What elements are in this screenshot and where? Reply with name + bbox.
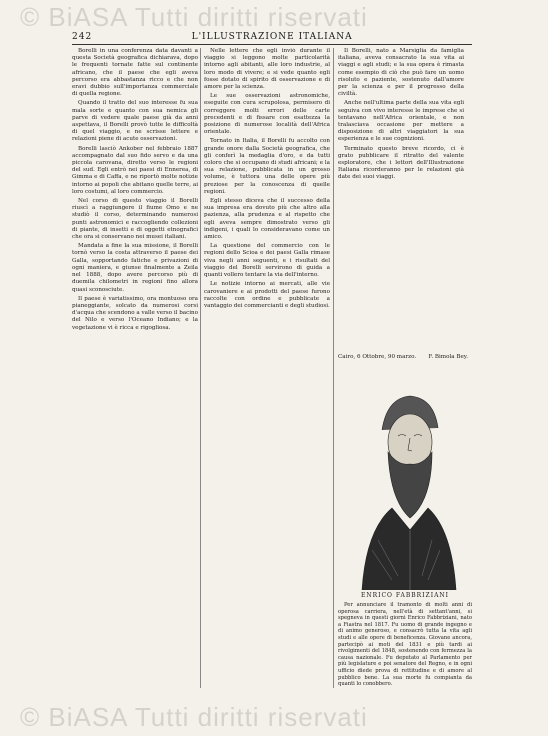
column-divider — [333, 48, 334, 688]
paragraph: Quando il tratto del suo interesse fu sua mala sorte e quanto con sua nemica gli parve di vedere quale paese già da anni aspettava, il Borelli provò tutte le difficoltà di quel viaggio, e ne scrisse lettere e relazioni piene di acute osservazioni. — [72, 100, 198, 143]
paragraph: Il paese è variatissimo, ora montuoso ora pianeggiante, solcato da numerosi corsi d'acqua che scendono a valle verso il bacino del Nilo e verso l'Oceano Indiano; e la vegetazione vi è ricca e rigogliosa. — [72, 295, 198, 331]
paragraph: Le notizie intorno ai mercati, alle vie carovaniere e ai prodotti del paese furono raccolte con ordine e pubblicate a vantaggio dei commercianti e degli studiosi. — [204, 281, 330, 309]
article-signature — [338, 354, 468, 360]
signature-author: F. Bimola Bey. — [428, 354, 468, 360]
watermark-top: © BiASA Tutti diritti riservati — [20, 2, 368, 32]
paragraph: Anche nell'ultima parte della sua vita egli seguiva con vivo interesse le imprese che si tentavano nell'Africa orientale, e non tralasciava occasione per mettere a disposizione di altri viaggiatori la sua esperienza e le sue cognizioni. — [338, 100, 464, 143]
publication-title: L'ILLUSTRAZIONE ITALIANA — [191, 32, 353, 42]
paragraph: Mandata a fine la sua missione, il Borelli tornò verso la costa attraverso il paese dei Galla, sopportando fatiche e privazioni di ogni maniera, e giunse finalmente a Zeila nel 1888, dopo avere percorso più di duemila chilometri in regioni fino allora quasi sconosciute. — [72, 243, 198, 293]
paragraph: Egli stesso diceva che il successo della sua impresa era dovuto più che altro alla pazienza, alla prudenza e al rispetto che egli aveva sempre dimostrato verso gli indigeni, i quali lo consideravano come un amico. — [204, 198, 330, 241]
signature-place: Cairo, 6 Ottobre, 90 marzo. — [338, 354, 417, 360]
paragraph: Borelli lasciò Ankober nel febbraio 1887 accompagnato dal suo fido servo e da una piccola carovana, diretto verso le regioni del sud. Egli entrò nei paesi di Ennerea, di Gimma e di Caffa, e ne riportò molte notizie intorno ai popoli che abitano quelle terre, ai loro costumi, al loro commercio. — [72, 145, 198, 195]
obituary-note — [338, 602, 472, 712]
paragraph: La questione del commercio con le regioni dello Scioa e dei paesi Galla rimase viva negli anni seguenti, e i risultati del viaggio del Borelli servirono di guida a quanti vollero tentare la via dell'interno. — [204, 243, 330, 279]
paragraph: Borelli in una conferenza data davanti a questa Società geografica dichiarava, dopo le frequenti tornate fatte sul continente africano, che il paese che egli aveva percorso era abbastanza ricco e che non eravi dubbio sull'importanza commerciale di quella regione. — [72, 48, 198, 98]
column-divider — [200, 48, 201, 688]
header-rule — [72, 44, 472, 45]
paragraph: Per annunciare il tramonto di molti anni di operosa carriera, nell'età di settant'anni, si spegneva in questi giorni Enrico Fabbriziani, nato a Fiastra nel 1817. Fu uomo di grande ingegno e di animo generoso, e consacrò tutta la vita agli studi e alle opere di beneficenza. Giovane ancora, partecipò ai moti del 1831 e più tardi ai rivolgimenti del 1848, sostenendo con fermezza la causa nazionale. Fu deputato al Parlamento per più legislature e poi senatore del Regno, e in ogni ufficio diede prova di rettitudine e di amore al pubblico bene. La sua morte fu compianta da quanti lo conobbero. — [338, 602, 472, 688]
watermark-bottom: © BiASA Tutti diritti riservati — [20, 702, 368, 732]
paragraph: Le sue osservazioni astronomiche, eseguite con cura scrupolosa, permisero di correggere molti errori delle carte precedenti e di fissare con esattezza la posizione di numerose località dell'Africa orientale. — [204, 93, 330, 136]
portrait-engraving — [352, 380, 462, 590]
paragraph: Nel corso di questo viaggio il Borelli riuscì a raggiungere il fiume Omo e ne studiò il corso, determinando numerosi punti astronomici e raccogliendo collezioni di piante, di insetti e di oggetti etnografici che ora si conservano nei musei italiani. — [72, 198, 198, 241]
portrait-caption: ENRICO FABBRIZIANI — [360, 592, 450, 599]
paragraph: Il Borelli, nato a Marsiglia da famiglia italiana, aveva consacrato la sua vita ai viaggi e agli studi; e la sua opera è rimasta come esempio di ciò che può fare un uomo risoluto e paziente, sostenuto dall'amore per la scienza e per il progresso della civiltà. — [338, 48, 464, 98]
paragraph: Tornato in Italia, il Borelli fu accolto con grande onore dalla Società geografica, che gli conferì la medaglia d'oro, e da tutti coloro che si occupano di studi africani; e la sua relazione, pubblicata in un grosso volume, è tuttora una delle opere più preziose per la conoscenza di quelle regioni. — [204, 138, 330, 195]
page-number: 242 — [72, 32, 93, 42]
article-column-1 — [72, 48, 198, 688]
paragraph: Terminato questo breve ricordo, ci è grato pubblicare il ritratto del valente esploratore, che i lettori dell'Illustrazione Italiana ricorderanno per le relazioni già date dei suoi viaggi. — [338, 145, 464, 181]
paragraph: Nelle lettere che egli inviò durante il viaggio si leggono molte particolarità intorno agli abitanti, alle loro industrie, al loro modo di vivere; e si vede quanto egli fosse dotato di spirito di osservazione e di amore per la scienza. — [204, 48, 330, 91]
article-column-2 — [204, 48, 330, 688]
page-header — [72, 30, 472, 44]
